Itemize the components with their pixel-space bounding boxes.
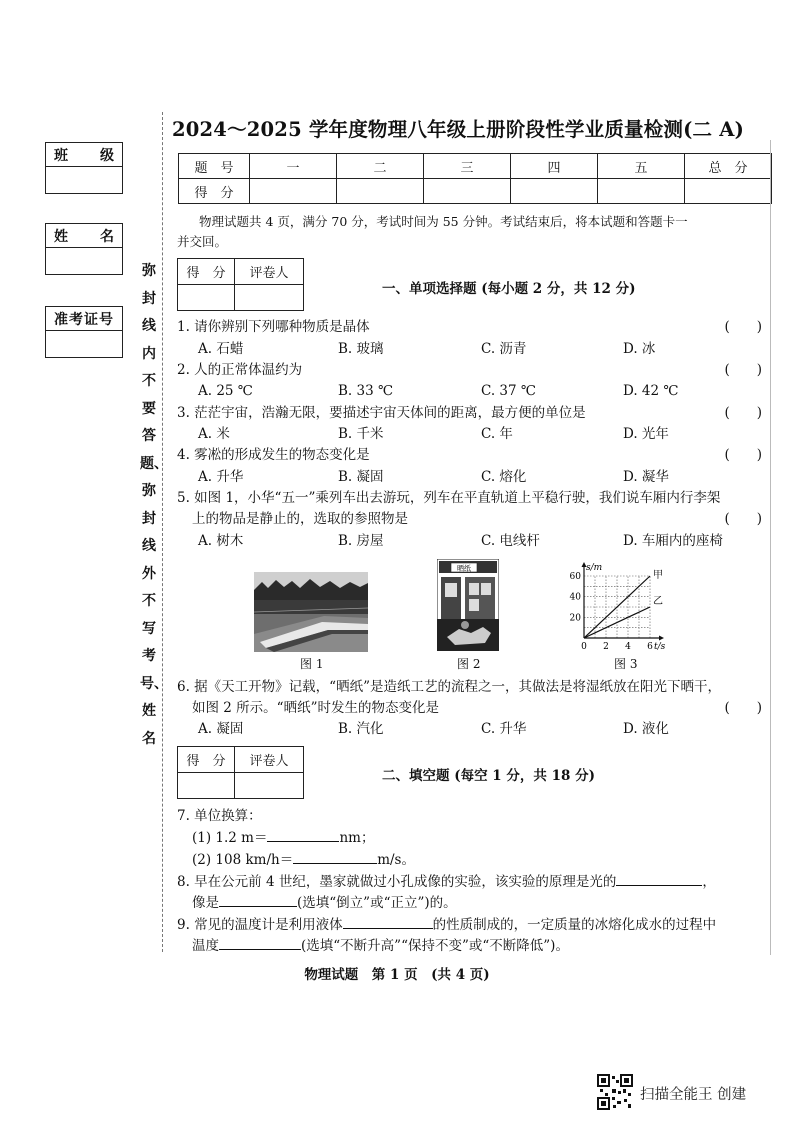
x-axis-arrow <box>659 636 664 641</box>
grader-score-field[interactable] <box>178 285 235 311</box>
class-field[interactable] <box>46 167 122 193</box>
option-a[interactable]: A. 米 <box>198 426 230 442</box>
y-axis-label: s/m <box>586 563 603 573</box>
option-d[interactable]: D. 液化 <box>623 721 669 737</box>
question-5-options <box>198 531 778 551</box>
fill-blank[interactable] <box>616 871 702 886</box>
score-header-5: 五 <box>598 154 685 179</box>
option-a[interactable]: A. 石蜡 <box>198 341 244 357</box>
question-8-line-2 <box>192 892 762 912</box>
fill-blank[interactable] <box>219 892 297 907</box>
page-footer: 物理试题 第 1 页 (共 4 页) <box>304 967 490 983</box>
answer-paren[interactable]: ( ) <box>724 700 762 716</box>
series-label-jia: 甲 <box>653 570 663 581</box>
figure-2-paper-drying <box>437 559 499 651</box>
option-a[interactable]: A. 25 ℃ <box>198 383 253 399</box>
x-tick-label: 0 <box>581 642 587 652</box>
option-a[interactable]: A. 升华 <box>198 469 244 485</box>
exam-number-field[interactable] <box>46 331 122 357</box>
option-c[interactable]: C. 37 ℃ <box>481 383 537 399</box>
figure-2-sign: 晒纸 <box>457 564 471 573</box>
name-box <box>45 223 123 275</box>
instructions-line-1: 物理试题共 4 页，满分 70 分，考试时间为 55 分钟。考试结束后，将本试题和答题卡一 <box>199 214 688 229</box>
option-c[interactable]: C. 沥青 <box>481 341 527 357</box>
question-8-text: 8. 早在公元前 4 世纪，墨家就做过小孔成像的实验，该实验的原理是光的 <box>177 874 617 890</box>
question-7a-unit: nm； <box>339 830 375 846</box>
option-b[interactable]: B. 汽化 <box>338 721 384 737</box>
score-header-total: 总 分 <box>685 154 772 179</box>
grader-box-1 <box>177 258 304 311</box>
question-2 <box>177 360 762 380</box>
grader-reviewer-field[interactable] <box>235 773 304 799</box>
answer-paren[interactable]: ( ) <box>724 362 762 378</box>
answer-paren[interactable]: ( ) <box>724 447 762 463</box>
option-b[interactable]: B. 千米 <box>338 426 384 442</box>
question-4-text: 4. 雾凇的形成发生的物态变化是 <box>177 447 370 463</box>
question-7-text: 7. 单位换算： <box>177 808 262 824</box>
question-7-b <box>192 849 762 869</box>
option-b[interactable]: B. 玻璃 <box>338 341 384 357</box>
question-5-line-1: 5. 如图 1，小华“五一”乘列车出去游玩，列车在平直轨道上平稳行驶，我们说车厢内行李架 <box>177 490 721 506</box>
figure-3-caption: 图 3 <box>614 657 638 671</box>
grader-reviewer-label: 评卷人 <box>235 747 304 773</box>
score-cell[interactable] <box>598 179 685 204</box>
option-d[interactable]: D. 42 ℃ <box>623 383 679 399</box>
answer-paren[interactable]: ( ) <box>724 405 762 421</box>
exam-number-label: 准考证号 <box>46 307 122 331</box>
question-7b-unit: m/s。 <box>377 852 415 868</box>
figure-1-train-photo <box>254 572 368 652</box>
question-3 <box>177 403 762 423</box>
question-8-post: (选填“倒立”或“正立”)的。 <box>297 895 457 911</box>
fill-blank[interactable] <box>219 935 301 950</box>
question-9-text: 9. 常见的温度计是利用液体 <box>177 917 343 933</box>
question-2-options <box>198 381 778 401</box>
question-1-text: 1. 请你辨别下列哪种物质是晶体 <box>177 319 370 335</box>
option-a[interactable]: A. 凝固 <box>198 721 244 737</box>
score-header-label: 题 号 <box>179 154 250 179</box>
option-c[interactable]: C. 熔化 <box>481 469 527 485</box>
question-1-options <box>198 339 778 359</box>
x-tick-label: 6 <box>647 642 653 652</box>
option-c[interactable]: C. 年 <box>481 426 513 442</box>
option-c[interactable]: C. 电线杆 <box>481 533 540 549</box>
section-1-title: 一、单项选择题 (每小题 2 分，共 12 分) <box>382 281 636 297</box>
question-8-pre: 像是 <box>192 895 219 911</box>
question-5-line-2 <box>192 509 762 529</box>
question-7a-text: (1) 1.2 m＝ <box>192 830 268 846</box>
score-header-4: 四 <box>511 154 598 179</box>
name-label-2: 名 <box>100 228 114 245</box>
score-table <box>178 153 772 204</box>
question-9-pre: 温度 <box>192 938 219 954</box>
fill-blank[interactable] <box>343 914 433 929</box>
question-9-post: 的性质制成的，一定质量的冰熔化成水的过程中 <box>432 917 717 933</box>
score-row-label: 得 分 <box>179 179 250 204</box>
question-8-punct: ， <box>702 874 716 890</box>
page-right-edge <box>770 140 771 955</box>
x-tick-label: 2 <box>603 642 609 652</box>
y-tick-label: 20 <box>569 613 581 624</box>
y-tick-label: 40 <box>569 592 581 603</box>
option-d[interactable]: D. 车厢内的座椅 <box>623 533 723 549</box>
x-tick-label: 4 <box>625 642 631 652</box>
name-field[interactable] <box>46 248 122 274</box>
score-cell[interactable] <box>424 179 511 204</box>
question-9-line-2 <box>192 935 762 955</box>
question-4-options <box>198 467 778 487</box>
question-5-text: 上的物品是静止的，选取的参照物是 <box>192 511 408 527</box>
figure-1-caption: 图 1 <box>300 657 324 671</box>
series-label-yi: 乙 <box>653 595 663 607</box>
section-2-title: 二、填空题 (每空 1 分，共 18 分) <box>382 768 595 784</box>
fill-blank[interactable] <box>267 827 339 842</box>
qr-code-icon <box>597 1074 633 1110</box>
score-cell[interactable] <box>337 179 424 204</box>
option-b[interactable]: B. 33 ℃ <box>338 383 394 399</box>
option-d[interactable]: D. 光年 <box>623 426 669 442</box>
grader-score-label: 得 分 <box>178 747 235 773</box>
question-6-line-2 <box>192 698 762 718</box>
score-header-2: 二 <box>337 154 424 179</box>
grader-box-2 <box>177 746 304 799</box>
figure-3-st-graph <box>560 560 680 652</box>
question-8-line-1 <box>177 871 762 891</box>
class-label-1: 班 <box>54 147 68 164</box>
grader-score-label: 得 分 <box>178 259 235 285</box>
option-d[interactable]: D. 冰 <box>623 341 656 357</box>
seal-line <box>162 112 163 952</box>
x-axis-label: t/s <box>654 642 666 652</box>
question-1 <box>177 317 762 337</box>
score-cell[interactable] <box>685 179 772 204</box>
question-3-text: 3. 茫茫宇宙，浩瀚无限，要描述宇宙天体间的距离，最方便的单位是 <box>177 405 586 421</box>
score-header-1: 一 <box>250 154 337 179</box>
option-d[interactable]: D. 凝华 <box>623 469 669 485</box>
class-label-2: 级 <box>100 147 114 164</box>
score-header-3: 三 <box>424 154 511 179</box>
score-cell[interactable] <box>250 179 337 204</box>
name-label-1: 姓 <box>54 228 68 245</box>
question-4 <box>177 445 762 465</box>
answer-paren[interactable]: ( ) <box>724 511 762 527</box>
question-2-text: 2. 人的正常体温约为 <box>177 362 303 378</box>
fill-blank[interactable] <box>293 849 377 864</box>
page-title: 2024～2025 学年度物理八年级上册阶段性学业质量检测(二 A) <box>172 118 745 141</box>
question-6-options <box>198 719 778 739</box>
class-box <box>45 142 123 194</box>
figure-2-caption: 图 2 <box>457 657 481 671</box>
exam-instructions <box>177 212 777 252</box>
grader-score-field[interactable] <box>178 773 235 799</box>
instructions-line-2: 并交回。 <box>177 234 228 249</box>
question-6-line-1: 6. 据《天工开物》记载，“晒纸”是造纸工艺的流程之一，其做法是将湿纸放在阳光下晒干， <box>177 679 721 695</box>
option-c[interactable]: C. 升华 <box>481 721 527 737</box>
option-b[interactable]: B. 凝固 <box>338 469 384 485</box>
y-tick-label: 60 <box>569 572 581 582</box>
score-cell[interactable] <box>511 179 598 204</box>
answer-paren[interactable]: ( ) <box>724 319 762 335</box>
question-7b-text: (2) 108 km/h＝ <box>192 852 294 868</box>
question-3-options <box>198 424 778 444</box>
option-a[interactable]: A. 树木 <box>198 533 244 549</box>
grader-reviewer-label: 评卷人 <box>235 259 304 285</box>
question-6-text: 如图 2 所示。“晒纸”时发生的物态变化是 <box>192 700 439 716</box>
question-7-a <box>192 827 762 847</box>
question-9-post2: (选填“不断升高”“保持不变”或“不断降低”)。 <box>301 938 569 954</box>
exam-number-box <box>45 306 123 358</box>
series-line-yi <box>584 607 650 638</box>
seal-line-notice: 弥封线内不要答题、弥封线外不写考号、姓名 <box>140 263 168 747</box>
scanner-watermark: 扫描全能王 创建 <box>640 1087 747 1103</box>
grader-reviewer-field[interactable] <box>235 285 304 311</box>
option-b[interactable]: B. 房屋 <box>338 533 384 549</box>
question-9-line-1 <box>177 914 762 934</box>
